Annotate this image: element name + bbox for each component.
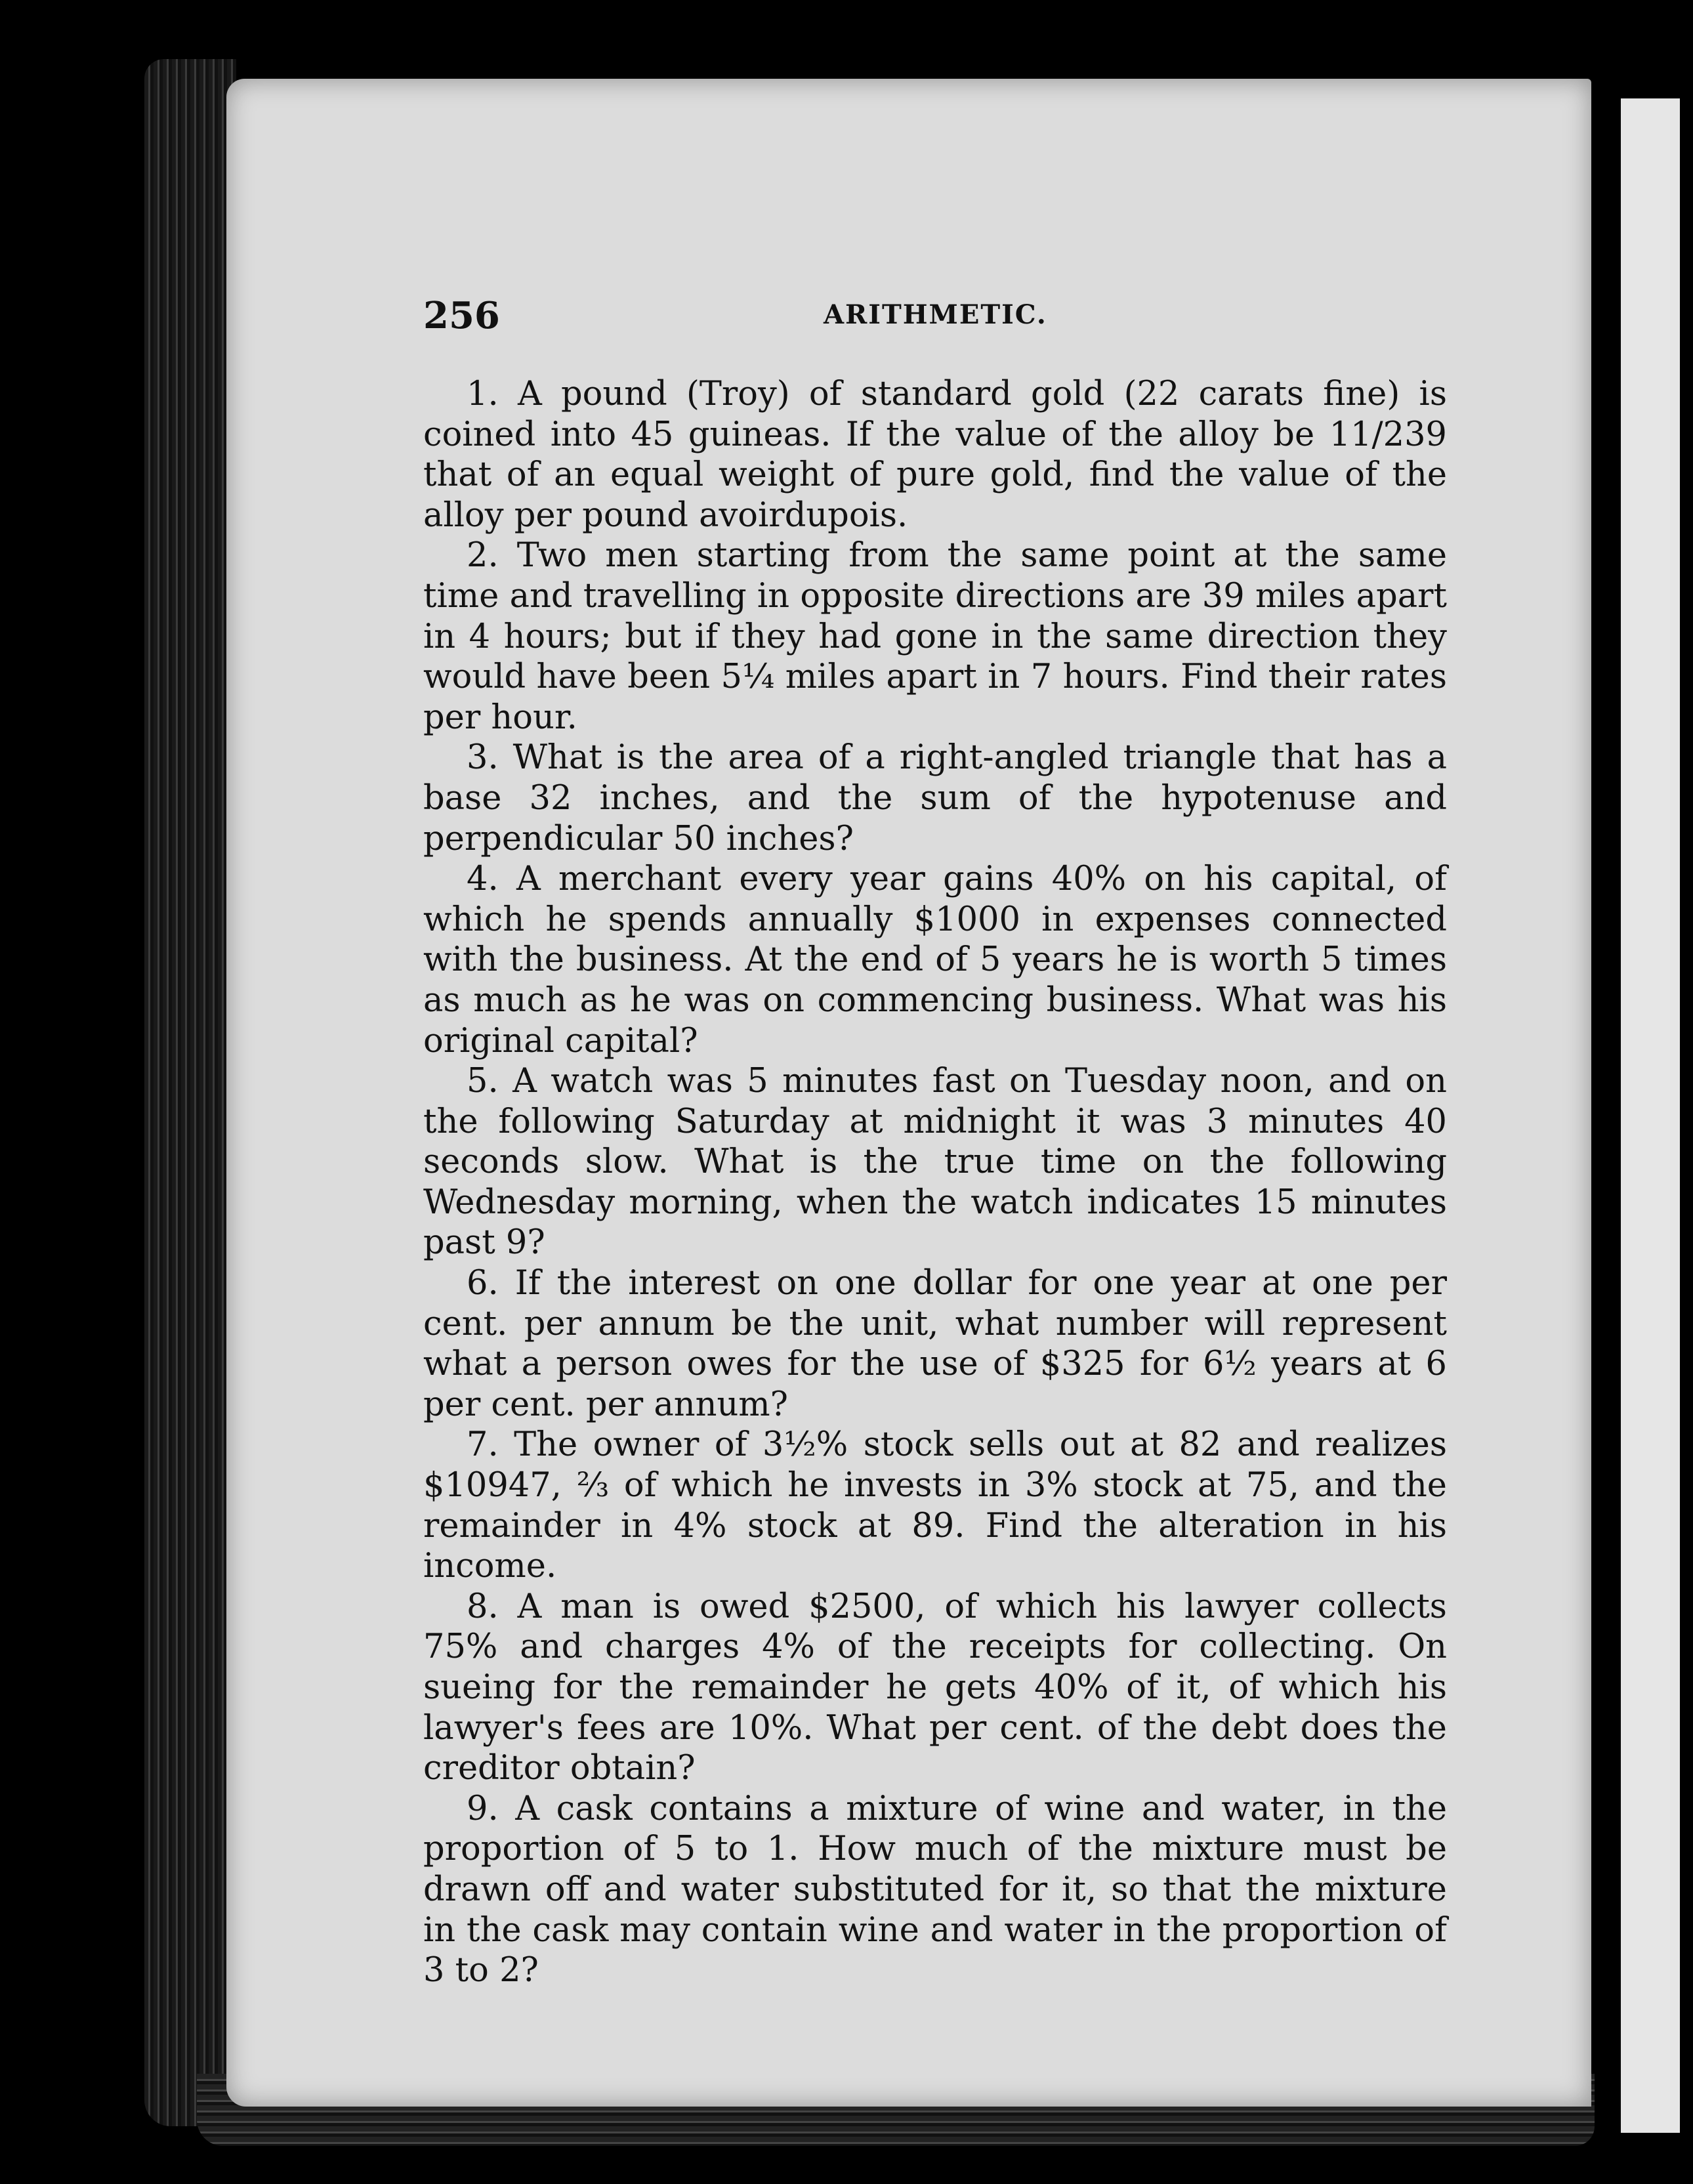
problem-text: If the interest on one dollar for one year at one per cent. per annum be the unit, what number will represent what a person owes for the use of $325 for 6½ years at 6 per cent. per annum? xyxy=(423,1264,1447,1424)
problem-number: 8. xyxy=(467,1587,499,1626)
problem-9 xyxy=(423,1789,1447,1991)
problem-number: 7. xyxy=(467,1425,499,1465)
problem-text: What is the area of a right-angled triangle that has a base 32 inches, and the sum of the hypotenuse and perpendicular 50 inches? xyxy=(423,738,1447,858)
book-edge-left xyxy=(144,59,236,2126)
problem-number: 5. xyxy=(467,1062,499,1101)
problem-number: 2. xyxy=(467,536,499,576)
problem-8 xyxy=(423,1587,1447,1789)
page-number: 256 xyxy=(423,294,500,337)
problem-7 xyxy=(423,1425,1447,1586)
facing-page-edge xyxy=(1621,98,1680,2133)
problem-number: 4. xyxy=(467,860,499,899)
problem-number: 3. xyxy=(467,738,499,778)
problem-1 xyxy=(423,374,1447,536)
problem-text: A cask contains a mixture of wine and water, in the proportion of 5 to 1. How much of the mixture must be drawn off and water substituted for it, so that the mixture in the cask may contain wine and water in the proportion of 3 to 2? xyxy=(423,1789,1447,1990)
problem-text: A man is owed $2500, of which his lawyer collects 75% and charges 4% of the receipts for collecting. On sueing for the remainder he gets 40% of it, of which his lawyer's fees are 10%. What per cent. of the debt does the creditor obtain? xyxy=(423,1587,1447,1788)
problem-text: The owner of 3½% stock sells out at 82 and realizes $10947, ⅔ of which he invests in 3% stock at 75, and the remainder in 4% stock at 89. Find the alteration in his income. xyxy=(423,1425,1447,1586)
problem-text: Two men starting from the same point at the same time and travelling in opposite directions are 39 miles apart in 4 hours; but if they had gone in the same direction they would have been 5¼ miles apart in 7 hours. Find their rates per hour. xyxy=(423,536,1447,737)
problem-3 xyxy=(423,738,1447,859)
problem-text: A pound (Troy) of standard gold (22 carats fine) is coined into 45 guineas. If the value of the alloy be 11/239 that of an equal weight of pure gold, find the value of the alloy per pound avoirdupois. xyxy=(423,375,1447,535)
problem-4 xyxy=(423,859,1447,1061)
problem-text: A watch was 5 minutes fast on Tuesday noon, and on the following Saturday at midnight it was 3 minutes 40 seconds slow. What is the true time on the following Wednesday morning, when the watch indicates 15 minutes past 9? xyxy=(423,1062,1447,1263)
page-header xyxy=(423,294,1388,346)
problem-number: 1. xyxy=(467,375,499,413)
problem-text: A merchant every year gains 40% on his capital, of which he spends annually $1000 in expenses connected with the business. At the end of 5 years he is worth 5 times as much as he was on commencing business. What was his original capital? xyxy=(423,860,1447,1060)
problem-number: 6. xyxy=(467,1264,499,1303)
running-head: ARITHMETIC. xyxy=(824,299,1047,330)
problem-number: 9. xyxy=(467,1789,499,1828)
problem-list xyxy=(423,374,1447,1991)
problem-6 xyxy=(423,1263,1447,1425)
problem-5 xyxy=(423,1061,1447,1263)
problem-2 xyxy=(423,536,1447,738)
